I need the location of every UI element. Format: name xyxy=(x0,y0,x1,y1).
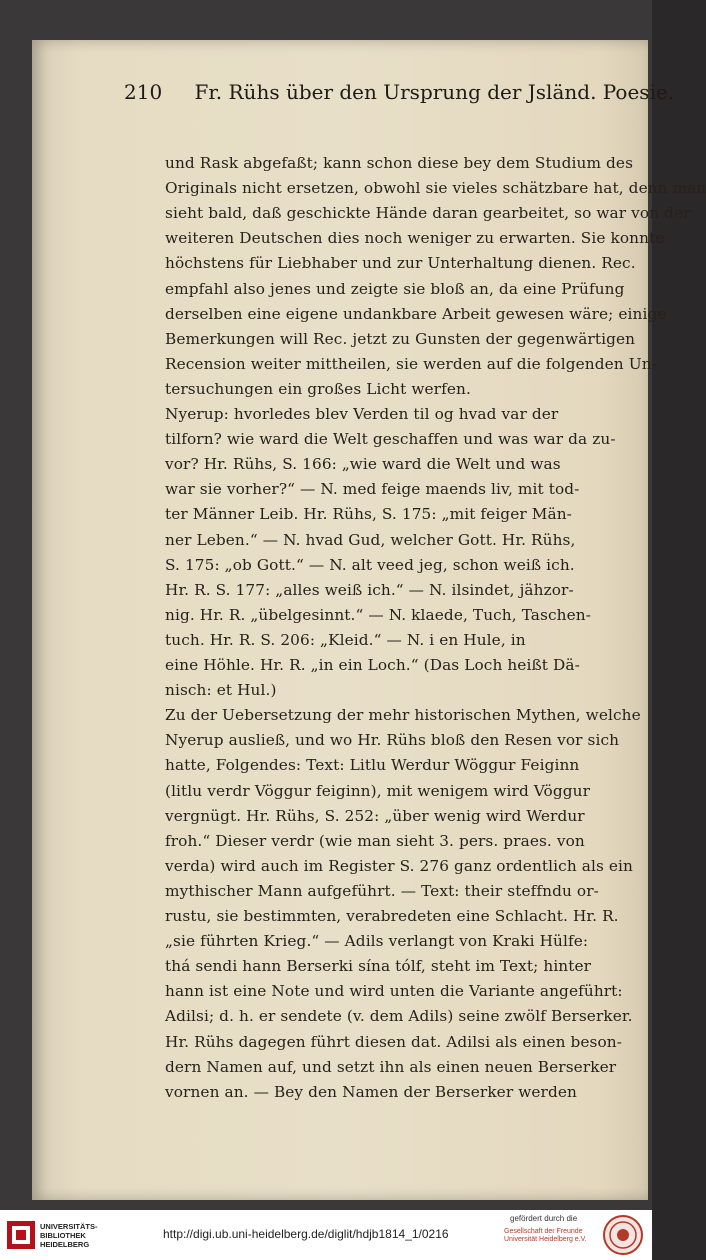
text-line: thá sendi hann Berserki sína tólf, steht im Text; hinter xyxy=(165,957,592,976)
viewer-footer xyxy=(0,1210,652,1260)
text-line: S. 175: „ob Gott.“ — N. alt veed jeg, schon weiß ich. xyxy=(165,555,575,574)
text-line: verda) wird auch im Register S. 276 ganz ordentlich als ein xyxy=(165,856,633,875)
text-line: vor? Hr. Rühs, S. 166: „wie ward die Welt und was xyxy=(165,455,561,474)
text-line: Originals nicht ersetzen, obwohl sie vieles schätzbare hat, denn man xyxy=(165,179,706,198)
text-line: mythischer Mann aufgeführt. — Text: their steffndu or- xyxy=(165,881,599,900)
text-line: vergnügt. Hr. Rühs, S. 252: „über wenig wird Werdur xyxy=(165,806,585,825)
text-line: froh.“ Dieser verdr (wie man sieht 3. pers. praes. von xyxy=(165,831,585,850)
library-name: UNIVERSITÄTS- BIBLIOTHEK HEIDELBERG xyxy=(40,1222,98,1249)
text-line: eine Höhle. Hr. R. „in ein Loch.“ (Das Loch heißt Dä- xyxy=(165,656,580,674)
sponsor-label: gefördert durch die xyxy=(510,1214,578,1223)
text-line: derselben eine eigene undankbare Arbeit gewesen wäre; einige xyxy=(165,304,667,323)
text-line: hatte, Folgendes: Text: Litlu Werdur Wöggur Feiginn xyxy=(165,756,580,775)
text-line: tuch. Hr. R. S. 206: „Kleid.“ — N. i en Hule, in xyxy=(165,630,526,649)
text-line: Hr. Rühs dagegen führt diesen dat. Adilsi als einen beson- xyxy=(165,1032,623,1051)
text-line: Bemerkungen will Rec. jetzt zu Gunsten der gegenwärtigen xyxy=(165,329,636,348)
university-library-logo-icon xyxy=(6,1220,36,1250)
text-line: hann ist eine Note und wird unten die Variante angeführt: xyxy=(165,982,623,1001)
text-line: Adilsi; d. h. er sendete (v. dem Adils) seine zwölf Berserker. xyxy=(165,1007,633,1026)
text-line: empfahl also jenes und zeigte sie bloß an, da eine Prüfung xyxy=(165,279,625,298)
text-line: ner Leben.“ — N. hvad Gud, welcher Gott. Hr. Rühs, xyxy=(165,530,576,549)
text-line: tersuchungen ein großes Licht werfen. xyxy=(165,379,471,398)
text-line: (litlu verdr Vöggur feiginn), mit wenigem wird Vöggur xyxy=(165,781,590,800)
text-line: vornen an. — Bey den Namen der Berserker werden xyxy=(165,1082,577,1101)
text-line: Recension weiter mittheilen, sie werden auf die folgenden Un- xyxy=(165,354,657,373)
university-seal-icon xyxy=(602,1214,644,1256)
text-line: Zu der Uebersetzung der mehr historischen Mythen, welche xyxy=(165,706,641,725)
text-line: dern Namen auf, und setzt ihn als einen neuen Berserker xyxy=(165,1057,617,1076)
text-line: ter Männer Leib. Hr. Rühs, S. 175: „mit feiger Män- xyxy=(165,505,572,524)
text-line: rustu, sie bestimmten, verabredeten eine Schlacht. Hr. R. xyxy=(165,907,619,925)
running-head-title: Fr. Rühs über den Ursprung der Jsländ. Poesie. xyxy=(194,80,675,104)
text-line: Nyerup: hvorledes blev Verden til og hvad var der xyxy=(165,405,559,423)
text-line: nig. Hr. R. „übelgesinnt.“ — N. klaede, Tuch, Taschen- xyxy=(165,605,591,624)
text-line: Nyerup ausließ, und wo Hr. Rühs bloß den Resen vor sich xyxy=(165,731,620,750)
text-line: tilforn? wie ward die Welt geschaffen und was war da zu- xyxy=(165,430,616,449)
permalink-url[interactable]: http://digi.ub.uni-heidelberg.de/diglit/hdjb1814_1/0216 xyxy=(163,1227,449,1241)
page-number: 210 xyxy=(124,80,163,104)
text-line: höchstens für Liebhaber und zur Unterhaltung dienen. Rec. xyxy=(165,254,636,273)
text-line: „sie führten Krieg.“ — Adils verlangt von Kraki Hülfe: xyxy=(165,932,589,951)
text-line: war sie vorher?“ — N. med feige maends liv, mit tod- xyxy=(165,480,580,499)
text-line: weiteren Deutschen dies noch weniger zu erwarten. Sie konnte xyxy=(165,229,665,248)
sponsor-block[interactable] xyxy=(500,1214,600,1254)
library-logo[interactable] xyxy=(6,1218,136,1254)
text-line: und Rask abgefaßt; kann schon diese bey dem Studium des xyxy=(165,154,634,172)
text-line: Hr. R. S. 177: „alles weiß ich.“ — N. ilsindet, jähzor- xyxy=(165,580,574,599)
running-head xyxy=(124,80,675,112)
text-line: nisch: et Hul.) xyxy=(165,681,277,700)
sponsor-name: Gesellschaft der Freunde Universität Heidelberg e.V. xyxy=(504,1228,587,1243)
text-line: sieht bald, daß geschickte Hände daran gearbeitet, so war von der xyxy=(165,204,691,223)
